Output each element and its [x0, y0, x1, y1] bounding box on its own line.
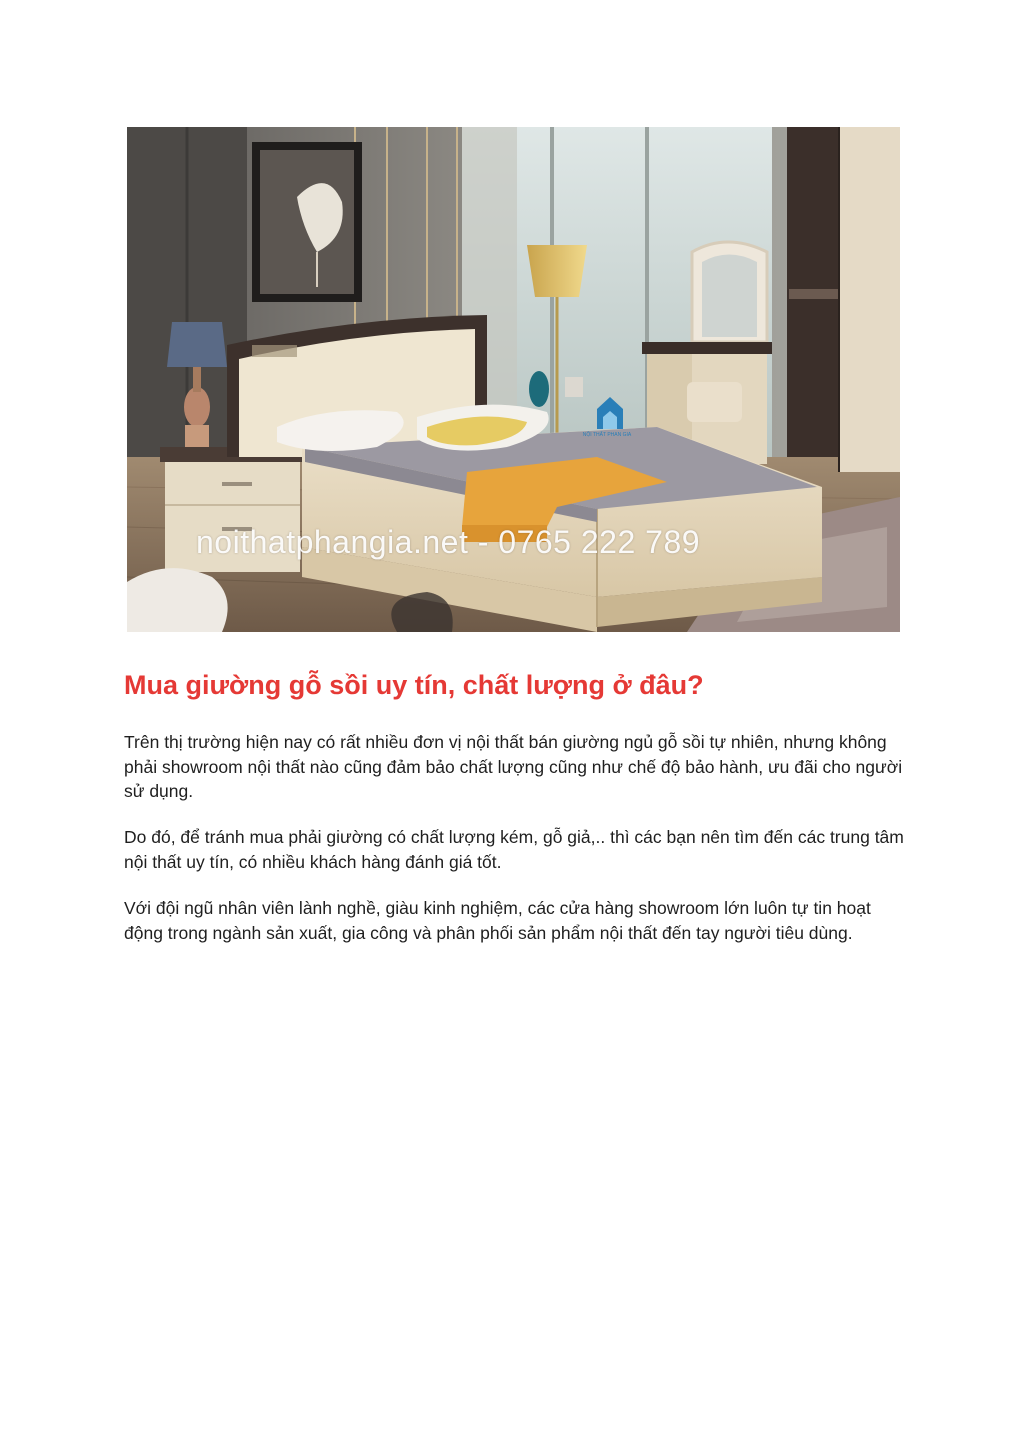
article-paragraph-1: Trên thị trường hiện nay có rất nhiều đơn vị nội thất bán giường ngủ gỗ sồi tự nhiên, nhưng không phải showroom nội thất nào cũng đảm bảo chất lượng cũng như chế độ bảo hành, ưu đãi cho người sử dụng.: [124, 732, 903, 801]
logo-caption: NỘI THẤT PHAN GIA: [582, 432, 632, 438]
photo-watermark: noithatphangia.net - 0765 222 789: [196, 524, 701, 560]
article-heading: Mua giường gỗ sồi uy tín, chất lượng ở đâu?: [124, 670, 704, 700]
article-paragraph-3: Với đội ngũ nhân viên lành nghề, giàu kinh nghiệm, các cửa hàng showroom lớn luôn tự tin hoạt động trong ngành sản xuất, gia công và phân phối sản phẩm nội thất đến tay người tiêu dùng.: [124, 898, 871, 943]
article-paragraph-2: Do đó, để tránh mua phải giường có chất lượng kém, gỗ giả,.. thì các bạn nên tìm đến các trung tâm nội thất uy tín, có nhiều khách hàng đánh giá tốt.: [124, 827, 904, 872]
